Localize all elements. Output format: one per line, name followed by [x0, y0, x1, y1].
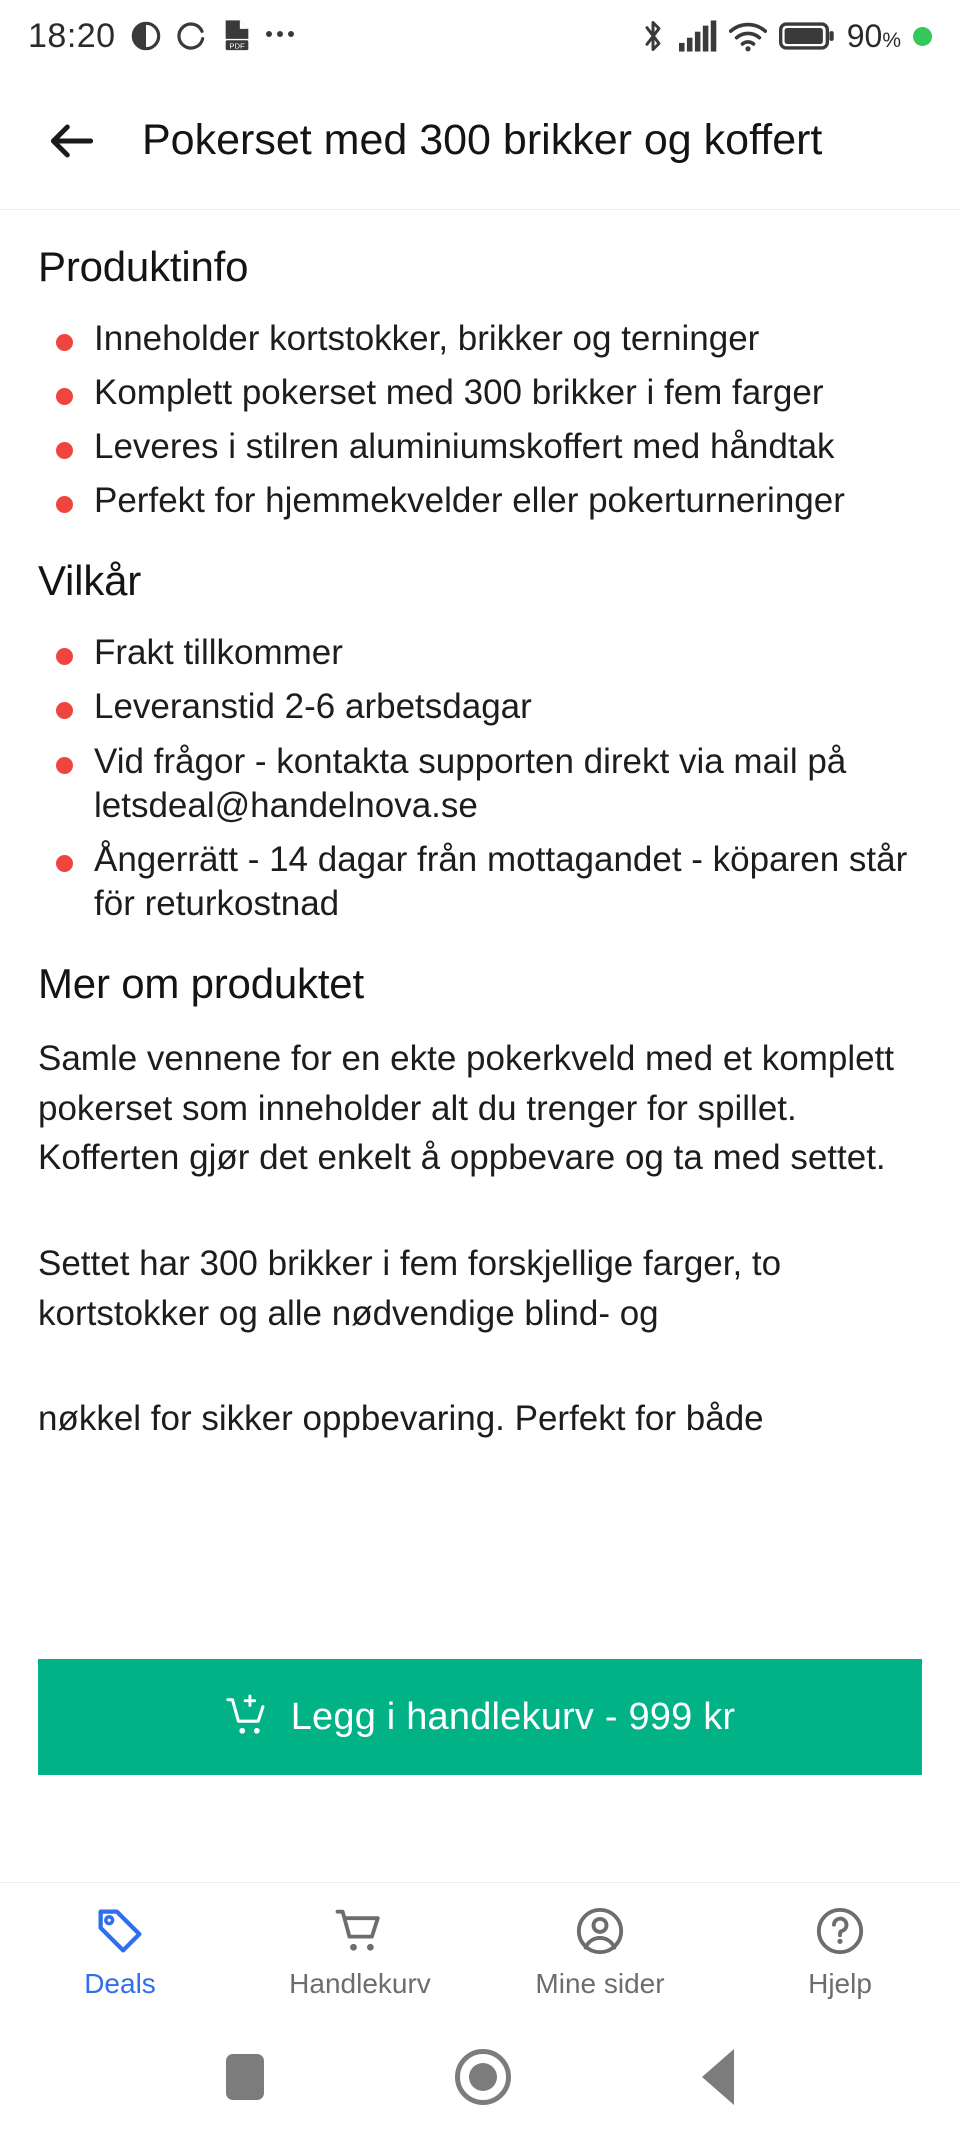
- produktinfo-list: [38, 317, 922, 523]
- square-recents-icon[interactable]: [226, 2054, 264, 2100]
- product-description-paragraph-3: nøkkel for sikker oppbevaring. Perfekt for både: [38, 1399, 764, 1439]
- tab-handlekurv[interactable]: [240, 1904, 480, 2000]
- battery-percentage-value: 90: [846, 17, 883, 54]
- list-item: Komplett pokerset med 300 brikker i fem farger: [38, 371, 922, 415]
- app-bar: [0, 72, 960, 210]
- triangle-back-icon[interactable]: [702, 2049, 734, 2105]
- bluetooth-icon: [639, 18, 667, 54]
- product-description-paragraph-2: Settet har 300 brikker i fem forskjellige farger, to kortstokker og alle nødvendige blind- og: [38, 1244, 782, 1333]
- more-dots-icon: [266, 31, 294, 41]
- status-bar-clock: 18:20: [28, 16, 116, 55]
- circle-home-icon[interactable]: [455, 2049, 511, 2105]
- status-bar-left: [28, 17, 294, 56]
- list-item: Leveranstid 2-6 arbetsdagar: [38, 685, 922, 729]
- tab-mine-sider[interactable]: [480, 1904, 720, 2000]
- section-heading-vilkar: Vilkår: [38, 557, 142, 605]
- list-item: Vid frågor - kontakta supporten direkt via mail på letsdeal@handelnova.se: [38, 740, 922, 828]
- arrow-left-icon: [44, 113, 100, 169]
- tab-hjelp[interactable]: [720, 1904, 960, 2000]
- contrast-icon: [130, 20, 162, 52]
- add-to-cart-icon: [225, 1694, 271, 1740]
- svg-text:PDF: PDF: [228, 41, 245, 51]
- list-item: Leveres i stilren aluminiumskoffert med håndtak: [38, 425, 922, 469]
- android-navigation-bar: [0, 2020, 960, 2134]
- battery-percentage-symbol: %: [882, 28, 901, 52]
- status-bar: [0, 0, 960, 72]
- tab-label-handlekurv: Handlekurv: [289, 1967, 431, 1999]
- page-title: Pokerset med 300 brikker og koffert: [142, 116, 823, 164]
- wifi-icon: [729, 20, 767, 52]
- tab-deals[interactable]: [0, 1904, 240, 2000]
- tab-label-deals: Deals: [84, 1967, 156, 1999]
- pdf-file-icon: [222, 19, 252, 53]
- help-circle-icon: [813, 1904, 867, 1958]
- account-circle-icon: [573, 1904, 627, 1958]
- list-item: Perfekt for hjemmekvelder eller pokerturneringer: [38, 479, 922, 523]
- product-description-paragraph-1: Samle vennene for en ekte pokerkveld med et komplett pokerset som inneholder alt du trenger for spillet. Kofferten gjør det enkelt å oppbevare og ta med settet.: [38, 1038, 895, 1178]
- battery-icon: [779, 21, 835, 51]
- sync-icon: [176, 20, 208, 52]
- recording-indicator-icon: [913, 27, 932, 46]
- product-details-scroll[interactable]: [0, 211, 960, 1882]
- section-heading-produktinfo: Produktinfo: [38, 243, 249, 290]
- sticky-cta-container: [0, 1658, 960, 1776]
- bottom-tab-bar: [0, 1882, 960, 2020]
- add-to-cart-label: Legg i handlekurv - 999 kr: [290, 1695, 736, 1738]
- status-bar-right: [639, 18, 932, 55]
- battery-percentage: [847, 18, 901, 55]
- list-item: Inneholder kortstokker, brikker og terninger: [38, 317, 922, 361]
- cellular-signal-icon: [679, 20, 717, 52]
- add-to-cart-button[interactable]: [38, 1659, 922, 1775]
- cart-icon: [333, 1904, 387, 1958]
- list-item: Ångerrätt - 14 dagar från mottagandet - köparen står för returkostnad: [38, 838, 922, 926]
- list-item: Frakt tillkommer: [38, 631, 922, 675]
- vilkar-list: [38, 631, 922, 926]
- back-button[interactable]: [40, 109, 104, 173]
- section-heading-mer-om-produktet: Mer om produktet: [38, 959, 364, 1007]
- tab-label-mine-sider: Mine sider: [535, 1967, 665, 1999]
- tag-icon: [93, 1904, 147, 1958]
- tab-label-hjelp: Hjelp: [808, 1967, 872, 1999]
